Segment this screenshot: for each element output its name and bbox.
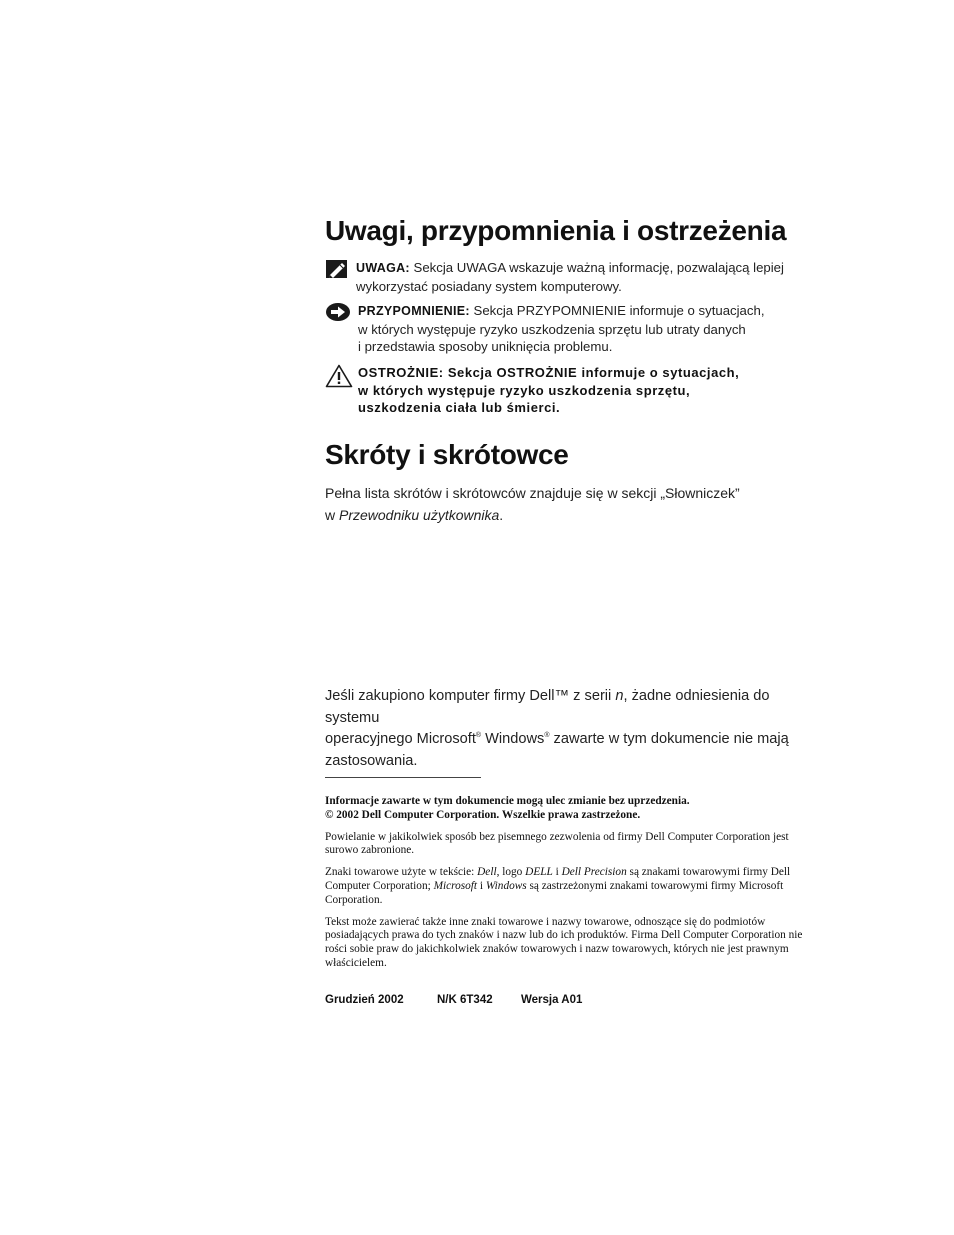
tm-microsoft: Microsoft [433, 879, 478, 892]
n-series-part5: zawarte w tym dokumencie nie mają [549, 731, 789, 747]
notice-arrow-icon [325, 302, 351, 327]
users-guide-reference: Przewodniku użytkownika [339, 506, 500, 523]
legal-bold-line1: Informacje zawarte w tym dokumencie mogą ulec zmianie bez uprzedzenia. [325, 795, 690, 807]
n-series-part1: Jeśli zakupiono komputer firmy Dell™ z serii [325, 688, 616, 704]
part-number: N/K 6T342 [437, 994, 493, 1006]
publication-date: Grudzień 2002 [325, 994, 404, 1006]
revision: Wersja A01 [521, 994, 583, 1006]
n-series-part4: Windows [481, 731, 545, 747]
note-label: UWAGA: [356, 261, 410, 275]
tm-windows: Windows [485, 879, 527, 892]
n-series-part3: operacyjnego Microsoft [325, 731, 476, 747]
tm-text: są zastrzeżonymi znakami towarowymi firmy Microsoft Corporation. [325, 879, 784, 906]
notes-heading: Uwagi, przypomnienia i ostrzeżenia [325, 215, 787, 246]
note-text-line2: wykorzystać posiadany system komputerowy. [356, 278, 622, 294]
caution-line2: w których występuje ryzyko uszkodzenia sprzętu, [358, 382, 691, 398]
n-series-italic-n: n [615, 688, 624, 704]
abbreviations-paragraph [325, 483, 740, 526]
legal-bold-line2: © 2002 Dell Computer Corporation. Wszelkie prawa zastrzeżone. [325, 808, 641, 821]
n-series-part2: , żadne odniesienia do systemu [325, 688, 770, 726]
tm-dell: Dell [477, 866, 497, 879]
tm-text: i [552, 866, 562, 879]
abbreviations-line2-suffix: . [499, 506, 504, 523]
trademarks-paragraph [325, 866, 815, 907]
legal-block [325, 795, 815, 971]
reproduction-notice: Powielanie w jakikolwiek sposób bez pisemnego zezwolenia od firmy Dell Computer Corporation jest surowo zabronione. [325, 830, 789, 857]
registered-mark: ® [475, 732, 482, 740]
n-series-part6: zastosowania. [325, 752, 418, 769]
abbreviations-heading: Skróty i skrótowce [325, 439, 569, 470]
registered-mark: ® [544, 732, 550, 740]
tm-dell-logo: DELL [525, 866, 553, 879]
notice-label: PRZYPOMNIENIE: [358, 304, 470, 318]
caution-line1: OSTROŻNIE: Sekcja OSTROŻNIE informuje o sytuacjach, [358, 365, 740, 380]
tm-text: i [477, 879, 486, 892]
abbreviations-line2-prefix: w [325, 506, 339, 523]
note-block [325, 259, 795, 295]
notice-block [325, 302, 795, 356]
caution-triangle-icon [325, 364, 353, 393]
caution-line3: uszkodzenia ciała lub śmierci. [358, 400, 561, 415]
legal-bold [325, 795, 815, 823]
notice-text-line2: w których występuje ryzyko uszkodzenia sprzętu lub utraty danych [358, 321, 746, 337]
tm-text: Znaki towarowe użyte w tekście: [325, 866, 478, 879]
notice-text-line1: Sekcja PRZYPOMNIENIE informuje o sytuacjach, [469, 303, 765, 318]
abbreviations-line1: Pełna lista skrótów i skrótowców znajduje się w sekcji „Słowniczek” [325, 485, 740, 501]
note-text-line1: Sekcja UWAGA wskazuje ważną informację, pozwalającą lepiej [409, 260, 784, 275]
note-pencil-icon [325, 259, 349, 284]
tm-text: , logo [496, 866, 526, 879]
tm-text: są znakami towarowymi firmy Dell Computer Corporation; [325, 866, 791, 892]
document-footer [325, 994, 582, 1006]
n-series-paragraph [325, 686, 825, 772]
other-trademarks-paragraph: Tekst może zawierać także inne znaki towarowe i nazwy towarowe, odnoszące się do podmiotów posiadających prawa do tych znaków i nazw lub do ich produktów. Firma Dell Computer Corporation nie rości sobie praw do jakichkolwiek znaków towarowych i nazw towarowych, których nie jest prawnym właścicielem. [325, 915, 803, 969]
caution-block [325, 364, 795, 417]
notice-text-line3: i przedstawia sposoby uniknięcia problemu. [358, 339, 613, 354]
tm-dell-precision: Dell Precision [561, 866, 627, 879]
divider [325, 777, 481, 778]
